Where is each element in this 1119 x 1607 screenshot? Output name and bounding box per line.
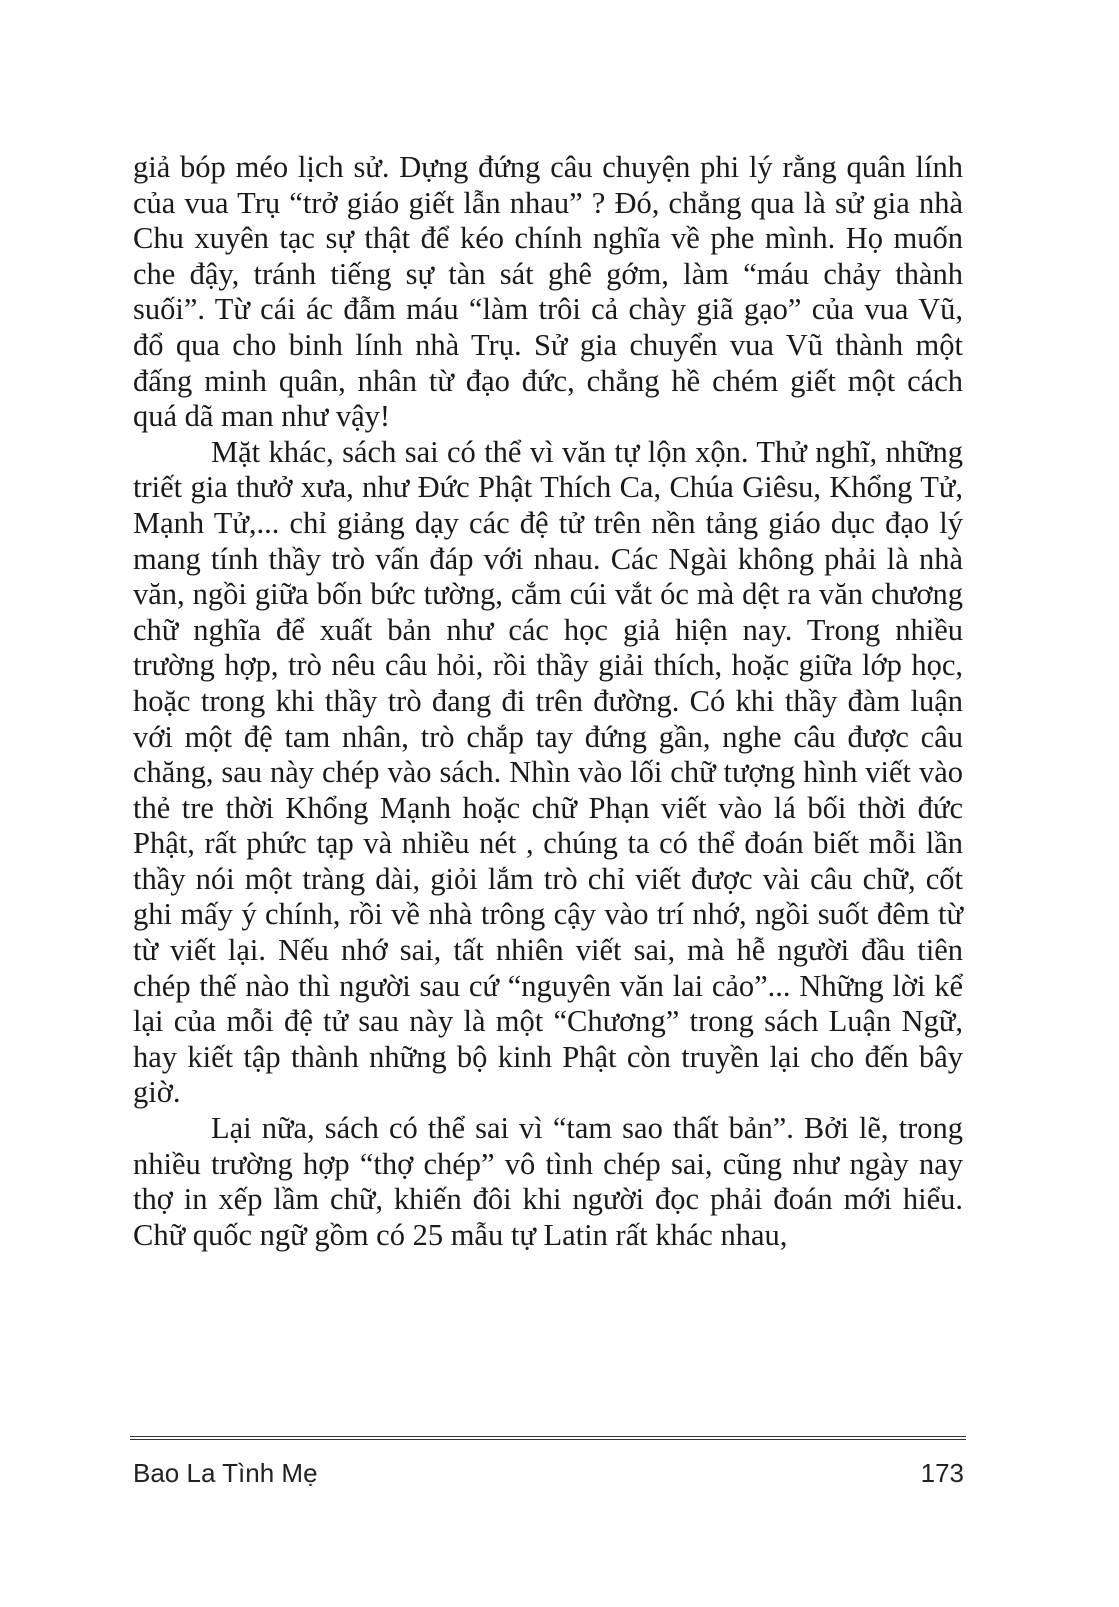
body-text xyxy=(133,150,963,1253)
footer-rule xyxy=(130,1436,966,1440)
footer-page-number: 173 xyxy=(920,1458,964,1488)
footer-book-title: Bao La Tình Mẹ xyxy=(133,1458,318,1488)
paragraph-2: Mặt khác, sách sai có thể vì văn tự lộn xộn. Thử nghĩ, những triết gia thưở xưa, như Đức Phật Thích Ca, Chúa Giêsu, Khổng Tử, Mạnh Tử,... chỉ giảng dạy các đệ tử trên nền tảng giáo dục đạo lý mang tính thầy trò vấn đáp với nhau. Các Ngài không phải là nhà văn, ngồi giữa bốn bức tường, cắm cúi vắt óc mà dệt ra văn chương chữ nghĩa để xuất bản như các học giả hiện nay. Trong nhiều trường hợp, trò nêu câu hỏi, rồi thầy giải thích, hoặc giữa lớp học, hoặc trong khi thầy trò đang đi trên đường. Có khi thầy đàm luận với một đệ tam nhân, trò chắp tay đứng gần, nghe câu được câu chăng, sau này chép vào sách. Nhìn vào lối chữ tượng hình viết vào thẻ tre thời Khổng Mạnh hoặc chữ Phạn viết vào lá bối thời đức Phật, rất phức tạp và nhiều nét , chúng ta có thể đoán biết mỗi lần thầy nói một tràng dài, giỏi lắm trò chỉ viết được vài câu chữ, cốt ghi mấy ý chính, rồi về nhà trông cậy vào trí nhớ, ngồi suốt đêm từ từ viết lại. Nếu nhớ sai, tất nhiên viết sai, mà hễ người đầu tiên chép thế nào thì người sau cứ “nguyên văn lai cảo”... Những lời kể lại của mỗi đệ tử sau này là một “Chương” trong sách Luận Ngữ, hay kiết tập thành những bộ kinh Phật còn truyền lại cho đến bây giờ. xyxy=(133,434,963,1110)
paragraph-1: giả bóp méo lịch sử. Dựng đứng câu chuyện phi lý rằng quân lính của vua Trụ “trở giáo giết lẫn nhau” ? Đó, chẳng qua là sử gia nhà Chu xuyên tạc sự thật để kéo chính nghĩa về phe mình. Họ muốn che đậy, tránh tiếng sự tàn sát ghê gớm, làm “máu chảy thành suối”. Từ cái ác đẫm máu “làm trôi cả chày giã gạo” của vua Vũ, đổ qua cho binh lính nhà Trụ. Sử gia chuyển vua Vũ thành một đấng minh quân, nhân từ đạo đức, chẳng hề chém giết một cách quá dã man như vậy! xyxy=(133,150,963,434)
paragraph-3: Lại nữa, sách có thể sai vì “tam sao thất bản”. Bởi lẽ, trong nhiều trường hợp “thợ chép” vô tình chép sai, cũng như ngày nay thợ in xếp lầm chữ, khiến đôi khi người đọc phải đoán mới hiểu. Chữ quốc ngữ gồm có 25 mẫu tự Latin rất khác nhau, xyxy=(133,1111,963,1252)
